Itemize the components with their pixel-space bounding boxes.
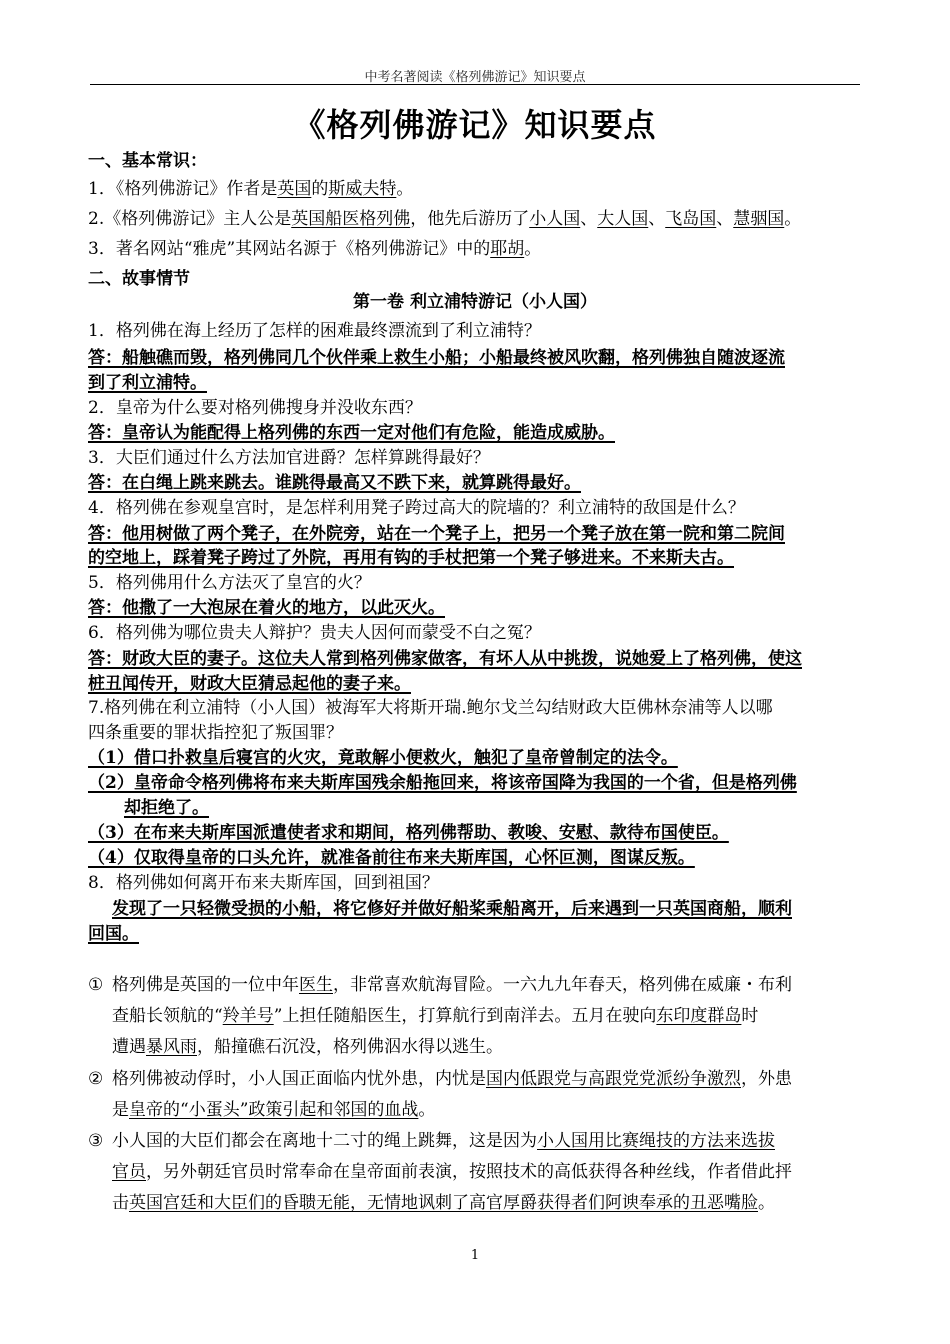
- paragraph-row: [112, 1032, 864, 1063]
- underlined-term: 小人国: [529, 209, 581, 229]
- answer-7-item-2-cont: 却拒绝了。: [124, 798, 209, 818]
- text-span: 1．《格列佛游记》作者是: [88, 179, 278, 199]
- underlined-term: 英国: [277, 179, 312, 199]
- text-span: 、: [580, 209, 598, 229]
- text-span: 小人国的大臣们都会在离地十二寸的绳上跳舞，这是因为: [112, 1131, 537, 1151]
- question-7-line-2: 四条重要的罪状指控犯了叛国罪？: [88, 723, 343, 743]
- text-span: 。: [396, 179, 414, 199]
- paragraph-row: [112, 1157, 864, 1188]
- answer-2: 答：皇帝认为能配得上格列佛的东西一定对他们有危险，能造成威胁。: [88, 423, 615, 443]
- question-2: 2．皇帝为什么要对格列佛搜身并没收东西？: [88, 398, 422, 418]
- paragraph-row: [112, 1188, 864, 1219]
- underlined-term: 官员: [112, 1162, 146, 1182]
- answer-6-line-2: 桩丑闻传开，财政大臣猜忌起他的妻子来。: [88, 674, 411, 694]
- text-span: 遭遇: [112, 1037, 146, 1057]
- underlined-term: 暴风雨: [146, 1037, 197, 1057]
- text-span: 格列佛是英国的一位中年: [112, 975, 299, 995]
- answer-1-line-2: 到了利立浦特。: [88, 373, 207, 393]
- underlined-term: 皇帝的“小蛋头”政策引起和邻国的血战: [129, 1100, 419, 1120]
- underlined-term: 英国船医格列佛: [291, 209, 411, 229]
- underlined-term: 斯威夫特: [328, 179, 397, 199]
- text-span: 查船长领航的“: [112, 1006, 223, 1026]
- answer-6-line-1: 答：财政大臣的妻子。这位夫人常到格列佛家做客，有坏人从中挑拨，说她爱上了格列佛，使这: [88, 649, 802, 669]
- underlined-term: 国内低跟党与高跟党党派纷争激烈: [486, 1069, 741, 1089]
- question-1: 1．格列佛在海上经历了怎样的困难最终漂流到了利立浦特？: [88, 321, 541, 341]
- question-6: 6．格列佛为哪位贵夫人辩护？贵夫人因何而蒙受不白之冤？: [88, 623, 541, 643]
- paragraph-row: [112, 1001, 864, 1032]
- section-heading-plot: 二、故事情节: [88, 269, 190, 289]
- text-span: ，船撞礁石沉没，格列佛泅水得以逃生。: [197, 1037, 503, 1057]
- paragraph-row: [112, 1126, 864, 1157]
- text-span: ，外患: [741, 1069, 792, 1089]
- text-span: 。: [784, 209, 802, 229]
- question-8: 8．格列佛如何离开布来夫斯库国，回到祖国？: [88, 873, 439, 893]
- text-span: ，非常喜欢航海冒险。一六九九年春天，格列佛在威廉・布利: [333, 975, 792, 995]
- text-span: 是: [112, 1100, 129, 1120]
- fact-line-2: [88, 208, 863, 230]
- paragraph-row: [112, 1095, 864, 1126]
- question-4: 4．格列佛在参观皇宫时，是怎样利用凳子跨过高大的院墙的？利立浦特的敌国是什么？: [88, 498, 745, 518]
- page-number: 1: [470, 1248, 480, 1263]
- answer-7-item-3: （3）在布来夫斯库国派遣使者求和期间，格列佛帮助、教唆、安慰、款待布国使臣。: [88, 823, 729, 843]
- answer-4-line-1: 答：他用树做了两个凳子，在外院旁，站在一个凳子上，把另一个凳子放在第一院和第二院间: [88, 524, 785, 544]
- answer-4-line-2: 的空地上，踩着凳子跨过了外院，再用有钩的手杖把第一个凳子够进来。不来斯夫古。: [88, 548, 734, 568]
- text-span: 格列佛被动俘时，小人国正面临内忧外患，内忧是: [112, 1069, 486, 1089]
- underlined-term: 医生: [299, 975, 333, 995]
- text-span: 时: [741, 1006, 759, 1026]
- text-span: ”上担任随船医生，打算航行到南洋去。五月在驶向: [273, 1006, 657, 1026]
- text-span: ，他先后游历了: [410, 209, 530, 229]
- underlined-term: 飞岛国: [665, 209, 717, 229]
- answer-5: 答：他撒了一大泡尿在着火的地方，以此灭火。: [88, 598, 445, 618]
- underlined-term: 大人国: [597, 209, 649, 229]
- text-span: 的: [311, 179, 329, 199]
- circled-number: ①: [88, 975, 104, 995]
- page-title: 《格列佛游记》知识要点: [293, 106, 657, 144]
- paragraph-row: [112, 970, 864, 1001]
- summary-paragraph-1: [88, 970, 863, 1063]
- text-span: 。: [524, 239, 542, 259]
- circled-number: ③: [88, 1131, 104, 1151]
- volume-heading: 第一卷 利立浦特游记（小人国）: [353, 292, 597, 312]
- summary-paragraph-3: [88, 1126, 863, 1219]
- circled-number: ②: [88, 1069, 104, 1089]
- answer-7-item-2: （2）皇帝命令格列佛将布来夫斯库国残余船拖回来，将该帝国降为我国的一个省，但是格列佛: [88, 773, 797, 793]
- text-span: 2.《格列佛游记》主人公是: [88, 209, 292, 229]
- answer-8-line-1: 发现了一只轻微受损的小船，将它修好并做好船桨乘船离开，后来遇到一只英国商船，顺利: [112, 899, 792, 919]
- question-7-line-1: 7.格列佛在利立浦特（小人国）被海军大将斯开瑞.鲍尔戈兰勾结财政大臣佛林奈浦等人以哪: [88, 698, 773, 718]
- underlined-term: 羚羊号: [222, 1006, 274, 1026]
- answer-1-line-1: 答：船触礁而毁，格列佛同几个伙伴乘上救生小船；小船最终被风吹翻，格列佛独自随波逐流: [88, 348, 785, 368]
- fact-line-1: [88, 178, 863, 200]
- answer-3: 答：在白绳上跳来跳去。谁跳得最高又不跌下来，就算跳得最好。: [88, 473, 581, 493]
- underlined-term: 耶胡: [490, 239, 525, 259]
- text-span: 。: [418, 1100, 436, 1120]
- summary-paragraph-2: [88, 1064, 863, 1126]
- underlined-term: 慧骃国: [733, 209, 785, 229]
- question-5: 5．格列佛用什么方法灭了皇宫的火？: [88, 573, 371, 593]
- fact-line-3: [88, 238, 863, 260]
- section-heading-basics: 一、基本常识：: [88, 151, 207, 171]
- text-span: 。: [758, 1193, 775, 1213]
- underlined-term: 小人国用比赛绳技的方法来选拔: [537, 1131, 775, 1151]
- question-3: 3．大臣们通过什么方法加官进爵？怎样算跳得最好？: [88, 448, 490, 468]
- header-rule: [90, 84, 860, 85]
- answer-8-line-2: 回国。: [88, 924, 139, 944]
- text-span: 、: [716, 209, 734, 229]
- text-span: 3．著名网站“雅虎”其网站名源于《格列佛游记》中的: [88, 239, 491, 259]
- paragraph-row: [112, 1064, 864, 1095]
- running-header: 中考名著阅读《格列佛游记》知识要点: [364, 70, 586, 85]
- text-span: 击: [112, 1193, 129, 1213]
- text-span: ，另外朝廷官员时常奉命在皇帝面前表演，按照技术的高低获得各种丝线，作者借此抨: [146, 1162, 792, 1182]
- underlined-term: 东印度群岛: [656, 1006, 742, 1026]
- answer-7-item-1: （1）借口扑救皇后寝宫的火灾，竟敢解小便救火，触犯了皇帝曾制定的法令。: [88, 748, 678, 768]
- answer-7-item-4: （4）仅取得皇帝的口头允许，就准备前往布来夫斯库国，心怀叵测，图谋反叛。: [88, 848, 695, 868]
- underlined-term: 英国宫廷和大臣们的昏聩无能，无情地讽刺了高官厚爵获得者们阿谀奉承的丑恶嘴脸: [129, 1193, 758, 1213]
- text-span: 、: [648, 209, 666, 229]
